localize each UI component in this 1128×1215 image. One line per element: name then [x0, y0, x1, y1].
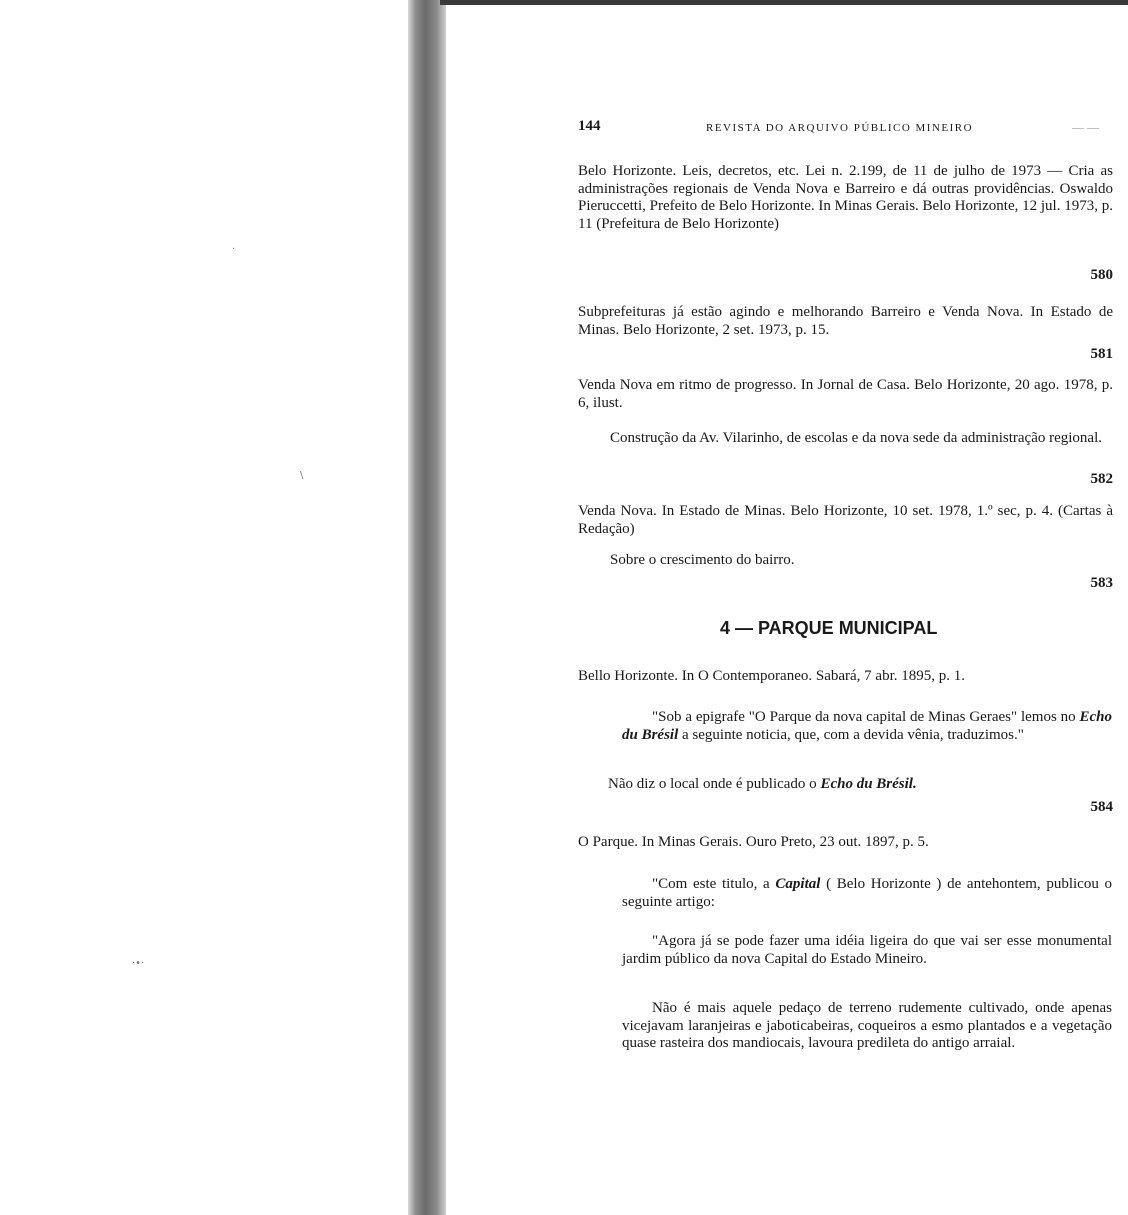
entry-text: Venda Nova. In Estado de Minas. Belo Horizonte, 10 set. 1978, 1.º sec, p. 4. (Cartas à Redação): [578, 503, 1113, 537]
quote-text: ( Belo Horizonte ) de antehontem, publicou o seguinte artigo:: [622, 876, 1112, 910]
scan-speck: ·•·: [132, 958, 145, 969]
entry-581: [578, 304, 1113, 339]
entry-583: [578, 503, 1113, 538]
annotation-582: Construção da Av. Vilarinho, de escolas e da nova sede da administração regional.: [610, 430, 1102, 446]
section-title: 4 — PARQUE MUNICIPAL: [720, 618, 938, 638]
scan-speck: \: [300, 470, 304, 481]
entry-text: Venda Nova em ritmo de progresso. In Jornal de Casa. Belo Horizonte, 20 ago. 1978, p. 6, ilust.: [578, 377, 1113, 411]
scan-speck: ·: [232, 244, 236, 255]
quote-584: [622, 709, 1112, 744]
entry-text: Bello Horizonte. In O Contemporaneo. Sabará, 7 abr. 1895, p. 1.: [578, 668, 965, 684]
italic-title: Echo du Brésil: [622, 709, 1112, 743]
entry-585: [578, 834, 1113, 852]
page-number: 144: [578, 118, 601, 134]
quote-text: "Com este titulo, a: [652, 876, 776, 892]
italic-title: Echo du Brésil.: [820, 776, 917, 792]
entry-number-580: 580: [1090, 267, 1113, 283]
book-gutter: [408, 0, 446, 1215]
annotation-text: Não diz o local onde é publicado o: [608, 776, 821, 792]
quote-585-paragraph-1: "Agora já se pode fazer uma idéia ligeira do que vai ser esse monumental jardim público da nova Capital do Estado Mineiro.: [622, 933, 1112, 967]
left-page-blank: [0, 0, 408, 1215]
running-head: REVISTA DO ARQUIVO PÚBLICO MINEIRO: [706, 122, 974, 134]
italic-title: Capital: [775, 876, 821, 892]
entry-text: O Parque. In Minas Gerais. Ouro Preto, 23 out. 1897, p. 5.: [578, 834, 929, 850]
quote-text: "Sob a epigrafe "O Parque da nova capital de Minas Geraes" lemos no: [652, 709, 1080, 725]
entry-584: [578, 668, 1113, 686]
entry-text: Subprefeituras já estão agindo e melhorando Barreiro e Venda Nova. In Estado de Minas. Belo Horizonte, 2 set. 1973, p. 15.: [578, 304, 1113, 338]
annotation-584: [578, 776, 1113, 794]
entry-number-584: 584: [1090, 799, 1113, 815]
entry-number-583: 583: [1090, 575, 1113, 591]
entry-text: Belo Horizonte. Leis, decretos, etc. Lei n. 2.199, de 11 de julho de 1973 — Cria as administrações regionais de Venda Nova e Barreiro e dá outras providências. Oswaldo Pieruccetti, Prefeito de Belo Horizonte. In Minas Gerais. Belo Horizonte, 12 jul. 1973, p. 11 (Prefeitura de Belo Horizonte): [578, 163, 1113, 232]
entry-580: [578, 163, 1113, 233]
entry-number-581: 581: [1090, 346, 1113, 362]
quote-585-intro: [622, 876, 1112, 911]
entry-number-582: 582: [1090, 471, 1113, 487]
quote-text: a seguinte noticia, que, com a devida vênia, traduzimos.": [678, 726, 1024, 743]
entry-582: [578, 377, 1113, 412]
annotation-583: Sobre o crescimento do bairro.: [610, 552, 795, 568]
header-rule: — —: [1072, 120, 1099, 134]
quote-585-paragraph-2: Não é mais aquele pedaço de terreno rudemente cultivado, onde apenas vicejavam laranjeiras e jaboticabeiras, coqueiros a esmo plantados e a vegetação quase rasteira dos mandiocais, lavoura predileta do antigo arraial.: [622, 1000, 1112, 1051]
